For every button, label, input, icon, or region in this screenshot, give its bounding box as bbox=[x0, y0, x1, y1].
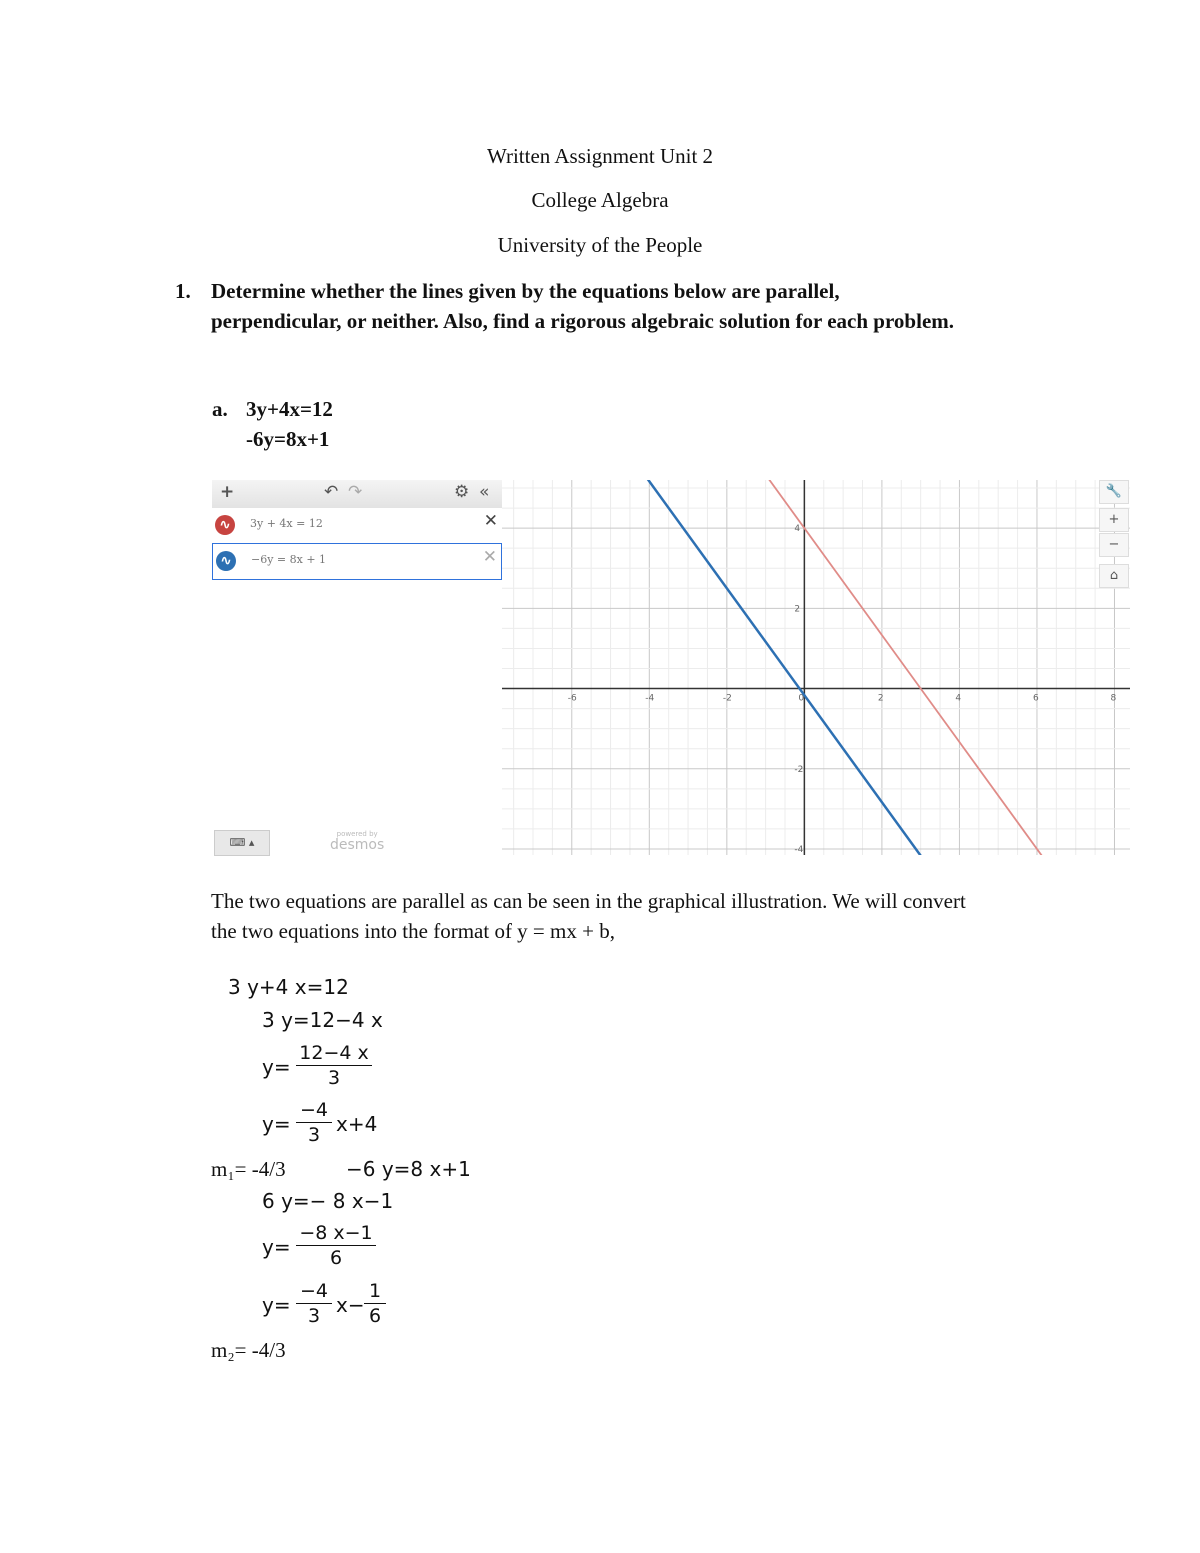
step-8-mid: x− bbox=[336, 1293, 365, 1317]
university-name: University of the People bbox=[497, 233, 703, 257]
zoom-out-button[interactable]: − bbox=[1099, 533, 1129, 557]
step-3-lhs: y= bbox=[262, 1055, 291, 1079]
delete-expression-2-icon[interactable]: ✕ bbox=[482, 547, 497, 567]
explanation-line2: the two equations into the format of y = mx + b, bbox=[211, 919, 615, 943]
desmos-expression-panel bbox=[212, 480, 502, 855]
x-tick-label: 8 bbox=[1110, 693, 1117, 704]
step-8-fraction-2: $\frac{1}{6}$ bbox=[364, 1279, 386, 1328]
step-4-rest: x+4 bbox=[336, 1112, 378, 1136]
slope-m1: m₁= -4/3 bbox=[211, 1157, 286, 1181]
equation-1: 3y+4x=12 bbox=[246, 397, 333, 421]
y-tick-label: 4 bbox=[794, 524, 801, 535]
step-1: 3 y+4 x=12 bbox=[228, 975, 349, 999]
x-tick-label: -6 bbox=[567, 693, 577, 704]
part-label: a. bbox=[212, 397, 228, 421]
x-tick-label: 0 bbox=[798, 693, 805, 704]
step-8-lhs: y= bbox=[262, 1293, 291, 1317]
course-name: College Algebra bbox=[531, 188, 669, 212]
step-4-fraction: $\frac{-4}{3}$ bbox=[296, 1098, 332, 1147]
graph-line-blue-icon[interactable]: ∿ bbox=[216, 551, 236, 571]
question-text-line2: perpendicular, or neither. Also, find a rigorous algebraic solution for each problem. bbox=[211, 309, 955, 333]
zoom-in-button[interactable]: + bbox=[1099, 508, 1129, 532]
desmos-graph[interactable] bbox=[502, 480, 1130, 855]
x-tick-label: 4 bbox=[955, 693, 962, 704]
undo-button[interactable]: ↶ bbox=[324, 482, 339, 502]
y-tick-label: -2 bbox=[794, 764, 804, 775]
settings-icon[interactable]: ⚙ bbox=[454, 482, 470, 502]
assignment-title: Written Assignment Unit 2 bbox=[486, 144, 714, 168]
step-8-fraction-1: $\frac{-4}{3}$ bbox=[296, 1279, 332, 1328]
question-text-line1: Determine whether the lines given by the equations below are parallel, bbox=[211, 279, 840, 303]
y-tick-label: 2 bbox=[794, 604, 801, 615]
expression-row-1[interactable] bbox=[212, 508, 502, 544]
desmos-logo: powered by desmos bbox=[330, 830, 385, 853]
graph-line-red-icon[interactable]: ∿ bbox=[215, 515, 235, 535]
expression-2-text[interactable]: −6y = 8x + 1 bbox=[251, 553, 327, 566]
equation-2: -6y=8x+1 bbox=[246, 427, 330, 451]
step-7-fraction: $\frac{-8 x-1}{6}$ bbox=[296, 1221, 376, 1270]
step-3-fraction: $\frac{12-4 x}{3}$ bbox=[296, 1041, 372, 1090]
wrench-icon[interactable]: 🔧 bbox=[1099, 480, 1129, 504]
redo-button[interactable]: ↷ bbox=[348, 482, 363, 502]
keyboard-toggle-button[interactable]: ⌨ ▴ bbox=[214, 830, 270, 856]
step-6: 6 y=− 8 x−1 bbox=[262, 1189, 394, 1213]
x-tick-label: 6 bbox=[1032, 693, 1039, 704]
step-7-lhs: y= bbox=[262, 1235, 291, 1259]
expression-1-text[interactable]: 3y + 4x = 12 bbox=[250, 517, 323, 530]
x-tick-label: -4 bbox=[645, 693, 655, 704]
question-number: 1. bbox=[175, 279, 191, 303]
desmos-toolbar bbox=[212, 480, 502, 509]
step-4-lhs: y= bbox=[262, 1112, 291, 1136]
graph-background bbox=[502, 480, 1130, 855]
delete-expression-1-icon[interactable]: ✕ bbox=[483, 511, 498, 531]
explanation-line1: The two equations are parallel as can be seen in the graphical illustration. We will convert bbox=[211, 889, 966, 913]
y-tick-label: -4 bbox=[794, 844, 804, 855]
step-5: −6 y=8 x+1 bbox=[346, 1157, 471, 1181]
expression-row-2[interactable] bbox=[212, 543, 502, 580]
x-tick-label: -2 bbox=[722, 693, 732, 704]
x-tick-label: 2 bbox=[877, 693, 884, 704]
step-2: 3 y=12−4 x bbox=[262, 1008, 383, 1032]
home-icon[interactable]: ⌂ bbox=[1099, 564, 1129, 588]
collapse-panel-icon[interactable]: « bbox=[479, 482, 490, 502]
slope-m2: m₂= -4/3 bbox=[211, 1338, 286, 1362]
add-expression-button[interactable]: + bbox=[220, 482, 235, 502]
